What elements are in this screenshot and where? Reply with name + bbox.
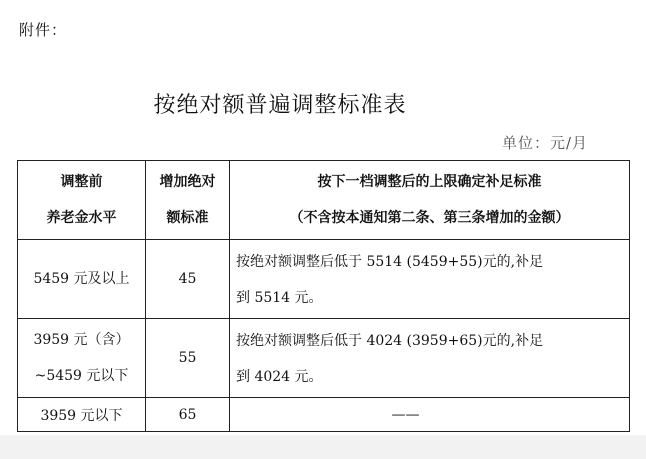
topup-rule-cell (230, 398, 630, 432)
topup-rule-cell (230, 240, 630, 319)
header-topup-rule (230, 161, 630, 240)
pension-level-cell (18, 319, 146, 398)
pension-level-cell (18, 240, 146, 319)
document-title: 按绝对额普遍调整标准表 (153, 93, 407, 118)
cell-text: 按绝对额调整后低于 5514 (5459+55)元的,补足 (236, 254, 544, 270)
table-row (18, 398, 630, 432)
cell-text: ~5459 元以下 (34, 368, 129, 384)
topup-rule-cell (230, 319, 630, 398)
header-text: 调整前 (60, 174, 103, 190)
table-row (18, 319, 630, 398)
table-row (18, 240, 630, 319)
header-increase-amount (146, 161, 230, 240)
pension-level-cell: 3959 元以下 (18, 398, 146, 432)
increase-cell: 45 (146, 240, 230, 319)
header-pension-level (18, 161, 146, 240)
header-text: （不含按本通知第二条、第三条增加的金额） (289, 210, 570, 226)
adjustment-standard-table (17, 160, 630, 432)
cell-text: 到 4024 元。 (236, 369, 323, 385)
header-text: 额标准 (166, 210, 209, 226)
cell-text: 到 5514 元。 (236, 290, 323, 306)
not-applicable-dash: —— (391, 406, 420, 423)
cell-text: 3959 元（含） (33, 332, 130, 348)
bottom-margin-strip (0, 435, 646, 459)
increase-cell: 55 (146, 319, 230, 398)
cell-text: 5459 元及以上 (33, 271, 130, 287)
table-header-row (18, 161, 630, 240)
header-text: 养老金水平 (46, 210, 117, 226)
cell-text: 按绝对额调整后低于 4024 (3959+65)元的,补足 (236, 333, 544, 349)
header-text: 增加绝对 (159, 174, 216, 190)
increase-cell: 65 (146, 398, 230, 432)
attachment-label: 附件： (19, 21, 68, 39)
header-text: 按下一档调整后的上限确定补足标准 (317, 174, 542, 190)
unit-label: 单位：元/月 (501, 134, 588, 152)
